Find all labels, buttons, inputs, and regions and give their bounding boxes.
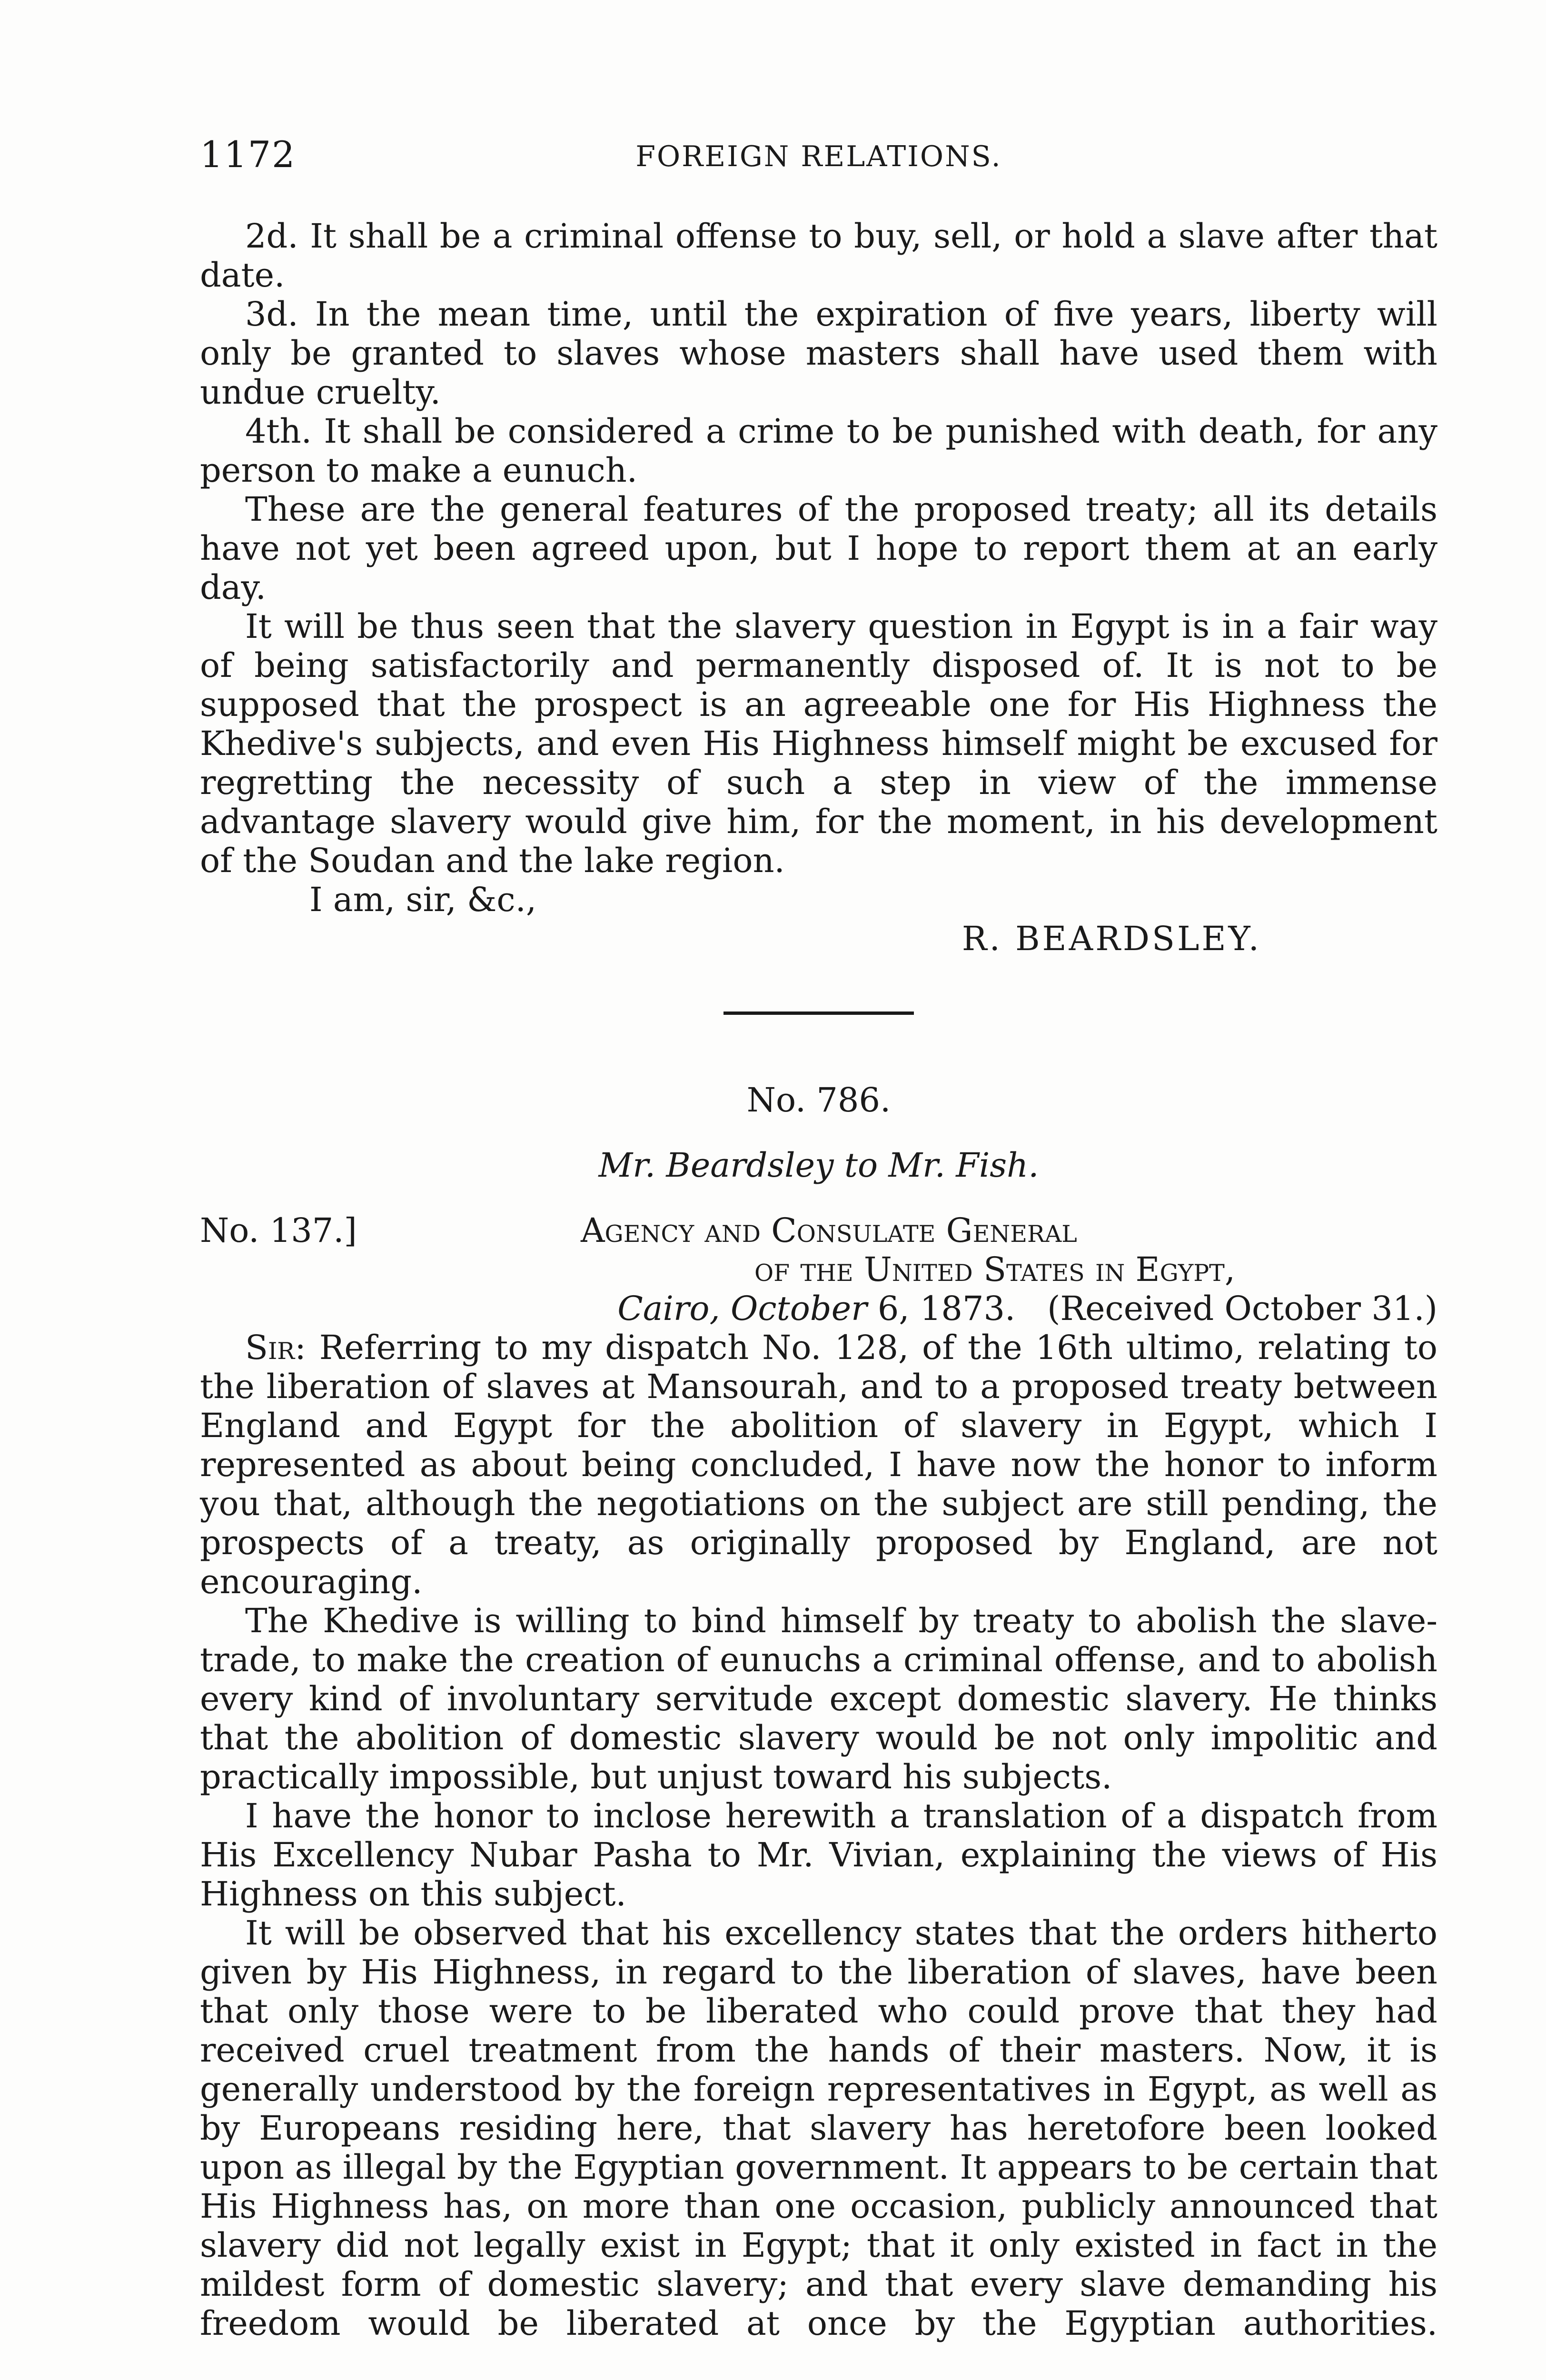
paragraph-slavery-question: It will be thus seen that the slavery question in Egypt is in a fair way of being satisfactorily and permanently disposed of. It is not to be supposed that the prospect is an agreeable one for His Highness the Khedive's subjects, and even His Highness himself might be excused for regretting the necessity of such a step in view of the immense advantage slavery would give him, for the moment, in his development of the Soudan and the lake region. — [200, 607, 1437, 880]
signature: R. BEARDSLEY. — [961, 919, 1261, 958]
paragraph-khedive-willing: The Khedive is willing to bind himself by treaty to abolish the slave-trade, to make the creation of eunuchs a criminal offense, and to abolish every kind of involuntary servitude except domestic slavery. He thinks that the abolition of domestic slavery would be not only impolitic and practically impossible, but unjust toward his subjects. — [200, 1601, 1437, 1796]
page-header — [200, 133, 1437, 186]
dispatch-reference: No. 137.] — [200, 1211, 357, 1250]
document-number: No. 786. — [746, 1081, 891, 1120]
date-rest: 6, 1873. — [877, 1289, 1016, 1328]
closing-line: I am, sir, &c., — [309, 880, 537, 919]
paragraph-general-features: These are the general features of the proposed treaty; all its details have not yet been agreed upon, but I hope to report them at an early day. — [200, 490, 1437, 607]
paragraph-4th: 4th. It shall be considered a crime to be punished with death, for any person to make a eunuch. — [200, 412, 1437, 490]
paragraph-2d: 2d. It shall be a criminal offense to buy, sell, or hold a slave after that date. — [200, 217, 1437, 295]
address-block — [200, 1211, 1437, 1328]
page-number: 1172 — [200, 133, 296, 176]
body-text — [200, 217, 1437, 2343]
running-head: FOREIGN RELATIONS. — [635, 140, 1002, 173]
address-line-2: of the United States in Egypt, — [754, 1250, 1236, 1289]
section-divider — [723, 1012, 914, 1015]
paragraph-referring-text: Referring to my dispatch No. 128, of the 16th ultimo, relating to the liberation of slaves at Mansourah, and to a proposed treaty between England and Egypt for the abolition of slavery in Egypt, which I represented as about being concluded, I have now the honor to inform you that, although the negotiations on the subject are still pending, the prospects of a treaty, as originally proposed by England, are not encouraging. — [200, 1328, 1437, 1601]
paragraph-3d: 3d. In the mean time, until the expiration of five years, liberty will only be granted to slaves whose masters shall have used them with undue cruelty. — [200, 295, 1437, 412]
paragraph-inclose: I have the honor to inclose herewith a translation of a dispatch from His Excellency Nubar Pasha to Mr. Vivian, explaining the views of His Highness on this subject. — [200, 1796, 1437, 1914]
address-line-1: Agency and Consulate General — [581, 1211, 1077, 1250]
place-date: Cairo, October — [617, 1289, 867, 1328]
received-date: (Received October 31.) — [1047, 1289, 1437, 1328]
salutation: Sir: — [245, 1328, 306, 1367]
paragraph-observed: It will be observed that his excellency states that the orders hitherto given by His Highness, in regard to the liberation of slaves, have been that only those were to be liberated who could prove that they had received cruel treatment from the hands of their masters. Now, it is generally understood by the foreign representatives in Egypt, as well as by Europeans residing here, that slavery has heretofore been looked upon as illegal by the Egyptian government. It appears to be certain that His Highness has, on more than one occasion, publicly announced that slavery did not legally exist in Egypt; that it only existed in fact in the mildest form of domestic slavery; and that every slave demanding his freedom would be liberated at once by the Egyptian authorities. — [200, 1914, 1437, 2343]
paragraph-referring — [200, 1328, 1437, 1601]
document-title: Mr. Beardsley to Mr. Fish. — [598, 1146, 1039, 1185]
address-line-3 — [617, 1289, 1437, 1328]
